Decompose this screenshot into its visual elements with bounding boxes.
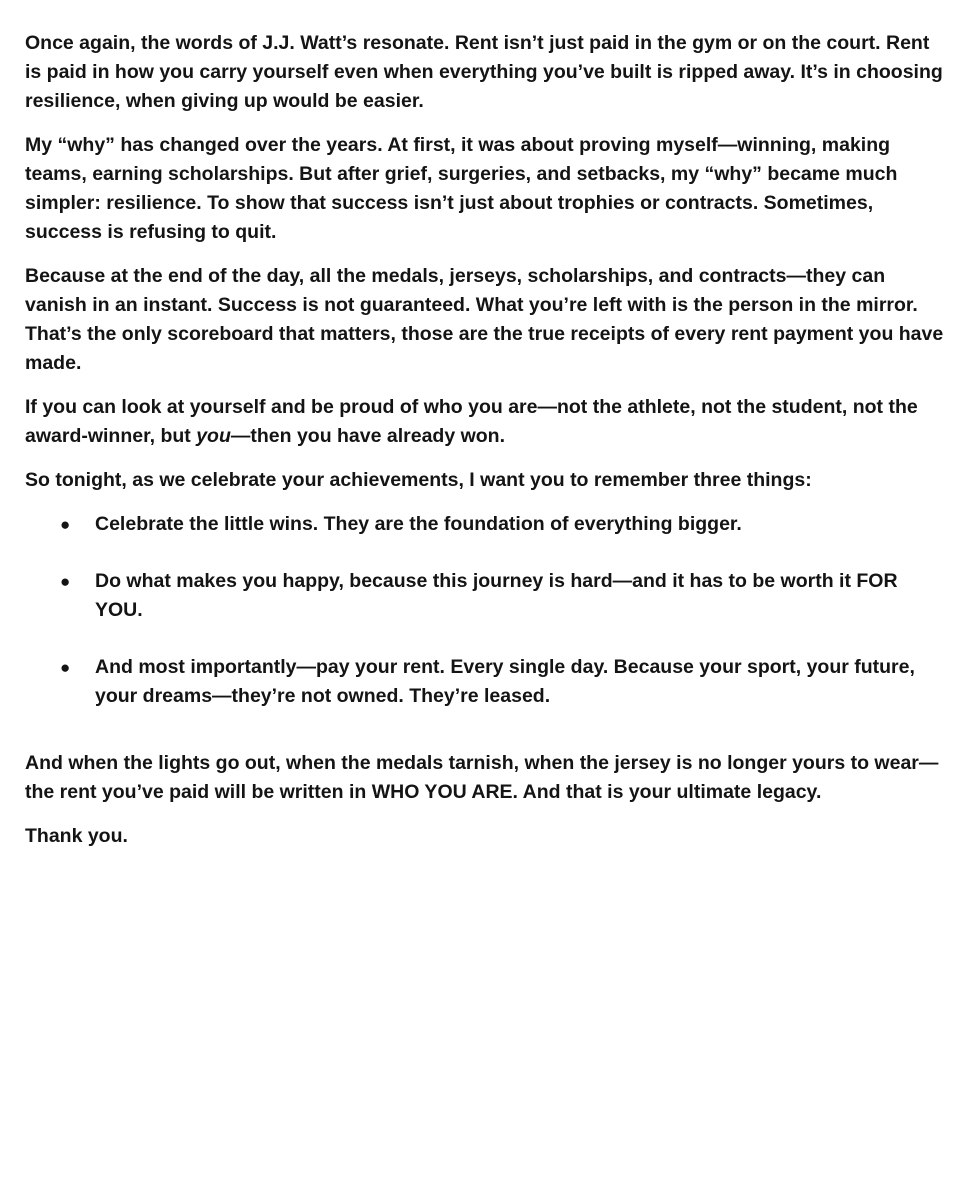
list-item (25, 567, 945, 625)
bullet-dot-icon: ● (60, 572, 71, 591)
list-item-text: Celebrate the little wins. They are the foundation of everything bigger. (95, 513, 742, 535)
list-item (25, 510, 945, 539)
paragraph-jj-watt: Once again, the words of J.J. Watt’s resonate. Rent isn’t just paid in the gym or on the court. Rent is paid in how you carry yourself even when everything you’ve built is ripped away. It’s in choosing resilience, when giving up would be easier. (25, 32, 943, 112)
paragraph-be-proud (25, 393, 945, 451)
document-body (25, 29, 945, 866)
proud-text-after: —then you have already won. (230, 425, 506, 447)
bullet-dot-icon: ● (60, 658, 71, 677)
list-item-text: Do what makes you happy, because this journey is hard—and it has to be worth it FOR YOU. (95, 570, 898, 621)
list-item (25, 653, 945, 711)
paragraph-list-intro: So tonight, as we celebrate your achievements, I want you to remember three things: (25, 469, 812, 491)
paragraph-end-of-day: Because at the end of the day, all the medals, jerseys, scholarships, and contracts—they can vanish in an instant. Success is not guaranteed. What you’re left with is the person in the mirror. That’s the only scoreboard that matters, those are the true receipts of every rent payment you have made. (25, 265, 944, 374)
three-things-list (25, 510, 945, 711)
proud-text-emphasis: you (196, 425, 231, 447)
paragraph-my-why: My “why” has changed over the years. At first, it was about proving myself—winning, making teams, earning scholarships. But after grief, surgeries, and setbacks, my “why” became much simpler: resilience. To show that success isn’t just about trophies or contracts. Sometimes, success is refusing to quit. (25, 134, 898, 243)
proud-text-before: If you can look at yourself and be proud of who you are—not the athlete, not the student, not the award-winner, but (25, 396, 918, 447)
sign-off: Thank you. (25, 825, 128, 847)
bullet-dot-icon: ● (60, 515, 71, 534)
list-item-text: And most importantly—pay your rent. Every single day. Because your sport, your future, your dreams—they’re not owned. They’re leased. (95, 656, 915, 707)
paragraph-closing: And when the lights go out, when the medals tarnish, when the jersey is no longer yours to wear—the rent you’ve paid will be written in WHO YOU ARE. And that is your ultimate legacy. (25, 752, 939, 803)
